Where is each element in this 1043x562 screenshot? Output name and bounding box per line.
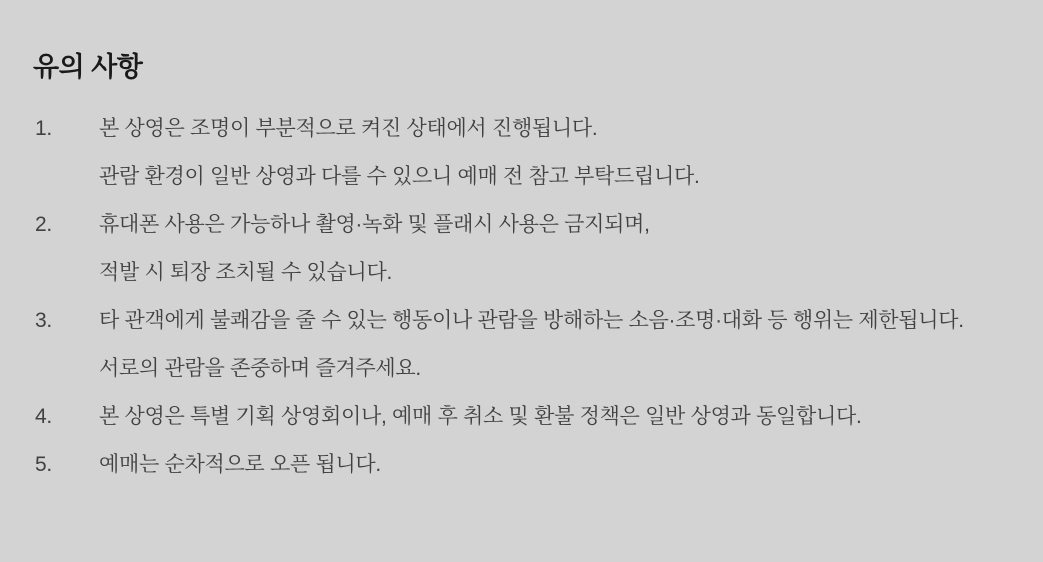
notice-item	[35, 297, 1028, 393]
notice-item-text	[99, 393, 1028, 441]
notice-item	[35, 393, 1028, 441]
notice-item-number: 5.	[35, 453, 52, 476]
notice-item-text	[99, 201, 1028, 297]
notice-item-text	[99, 441, 1028, 489]
notice-item-line: 적발 시 퇴장 조치될 수 있습니다.	[99, 261, 393, 284]
notice-item-text	[99, 297, 1028, 393]
notice-item	[35, 105, 1028, 201]
notice-item-number: 4.	[35, 405, 52, 428]
notice-item-number: 1.	[35, 117, 52, 140]
notice-item-line: 본 상영은 특별 기획 상영회이나, 예매 후 취소 및 환불 정책은 일반 상영과 동일합니다.	[99, 405, 862, 428]
notice-list	[35, 105, 1028, 489]
notice-item-line: 서로의 관람을 존중하며 즐겨주세요.	[99, 357, 421, 380]
notice-item-text	[99, 105, 1028, 201]
notice-item-line: 예매는 순차적으로 오픈 됩니다.	[99, 453, 381, 476]
notice-item-line: 타 관객에게 불쾌감을 줄 수 있는 행동이나 관람을 방해하는 소음·조명·대화 등 행위는 제한됩니다.	[99, 309, 964, 332]
notice-item	[35, 441, 1028, 489]
notice-item-number: 3.	[35, 309, 52, 332]
notice-item-number: 2.	[35, 213, 52, 236]
notice-item-line: 휴대폰 사용은 가능하나 촬영·녹화 및 플래시 사용은 금지되며,	[99, 213, 650, 236]
notice-item-line: 본 상영은 조명이 부분적으로 켜진 상태에서 진행됩니다.	[99, 117, 598, 140]
page-title: 유의 사항	[33, 52, 143, 83]
notice-item-line: 관람 환경이 일반 상영과 다를 수 있으니 예매 전 참고 부탁드립니다.	[99, 165, 700, 188]
notice-item	[35, 201, 1028, 297]
